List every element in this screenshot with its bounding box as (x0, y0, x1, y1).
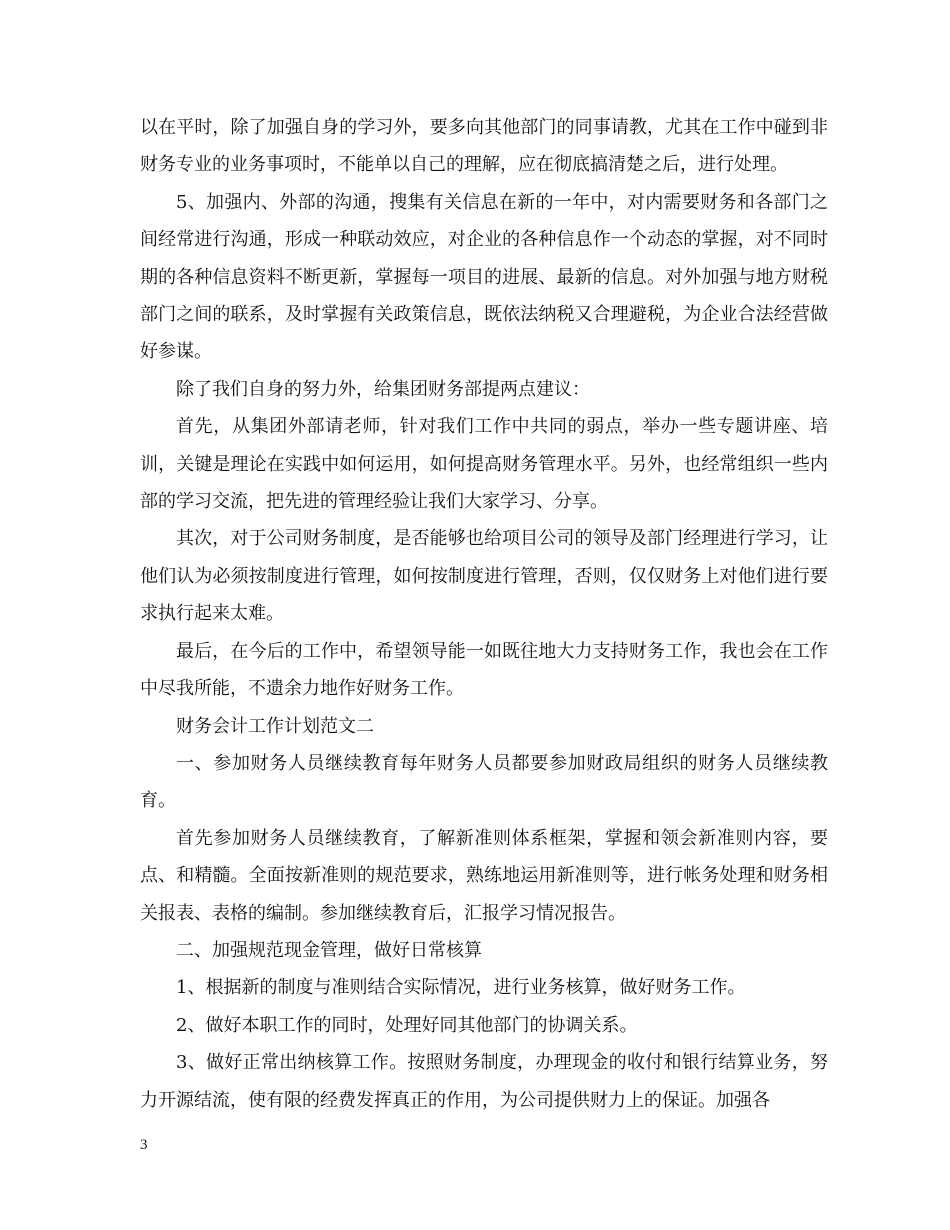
body-paragraph: 1、根据新的制度与准则结合实际情况，进行业务核算，做好财务工作。 (176, 977, 746, 999)
body-paragraph: 首先参加财务人员继续教育，了解新准则体系框架，掌握和领会新准则内容，要点、和精髓。全面按新准则的规范要求，熟练地运用新准则等，进行帐务处理和财务相关报表、表格的编制。参加继续教育后，汇报学习情况报告。 (140, 827, 828, 924)
document-body (140, 109, 828, 1119)
body-paragraph: 一、参加财务人员继续教育每年财务人员都要参加财政局组织的财务人员继续教育。 (140, 752, 828, 812)
body-paragraph: 5、加强内、外部的沟通，搜集有关信息在新的一年中，对内需要财务和各部门之间经常进行沟通，形成一种联动效应，对企业的各种信息作一个动态的掌握，对不同时期的各种信息资料不断更新，掌握每一项目的进展、最新的信息。对外加强与地方财税部门之间的联系，及时掌握有关政策信息，既依法纳税又合理避税，为企业合法经营做好参谋。 (140, 191, 828, 363)
body-paragraph: 最后，在今后的工作中，希望领导能一如既往地大力支持财务工作，我也会在工作中尽我所能，不遗余力地作好财务工作。 (140, 640, 828, 700)
body-paragraph: 2、做好本职工作的同时，处理好同其他部门的协调关系。 (176, 1014, 638, 1036)
page-number: 3 (140, 1137, 148, 1153)
body-paragraph: 除了我们自身的努力外，给集团财务部提两点建议： (176, 378, 590, 400)
body-paragraph: 其次，对于公司财务制度，是否能够也给项目公司的领导及部门经理进行学习，让他们认为必须按制度进行管理，如何按制度进行管理，否则，仅仅财务上对他们进行要求执行起来太难。 (140, 528, 828, 625)
body-paragraph: 财务会计工作计划范文二 (176, 715, 374, 737)
body-paragraph: 以在平时，除了加强自身的学习外，要多向其他部门的同事请教，尤其在工作中碰到非财务专业的业务事项时，不能单以自己的理解，应在彻底搞清楚之后，进行处理。 (140, 117, 828, 176)
body-paragraph: 3、做好正常出纳核算工作。按照财务制度，办理现金的收付和银行结算业务，努力开源结流，使有限的经费发挥真正的作用，为公司提供财力上的保证。加强各 (140, 1052, 828, 1111)
body-paragraph: 二、加强规范现金管理，做好日常核算 (176, 939, 482, 961)
body-paragraph: 首先，从集团外部请老师，针对我们工作中共同的弱点，举办一些专题讲座、培训，关键是理论在实践中如何运用，如何提高财务管理水平。另外，也经常组织一些内部的学习交流，把先进的管理经验让我们大家学习、分享。 (140, 416, 828, 513)
